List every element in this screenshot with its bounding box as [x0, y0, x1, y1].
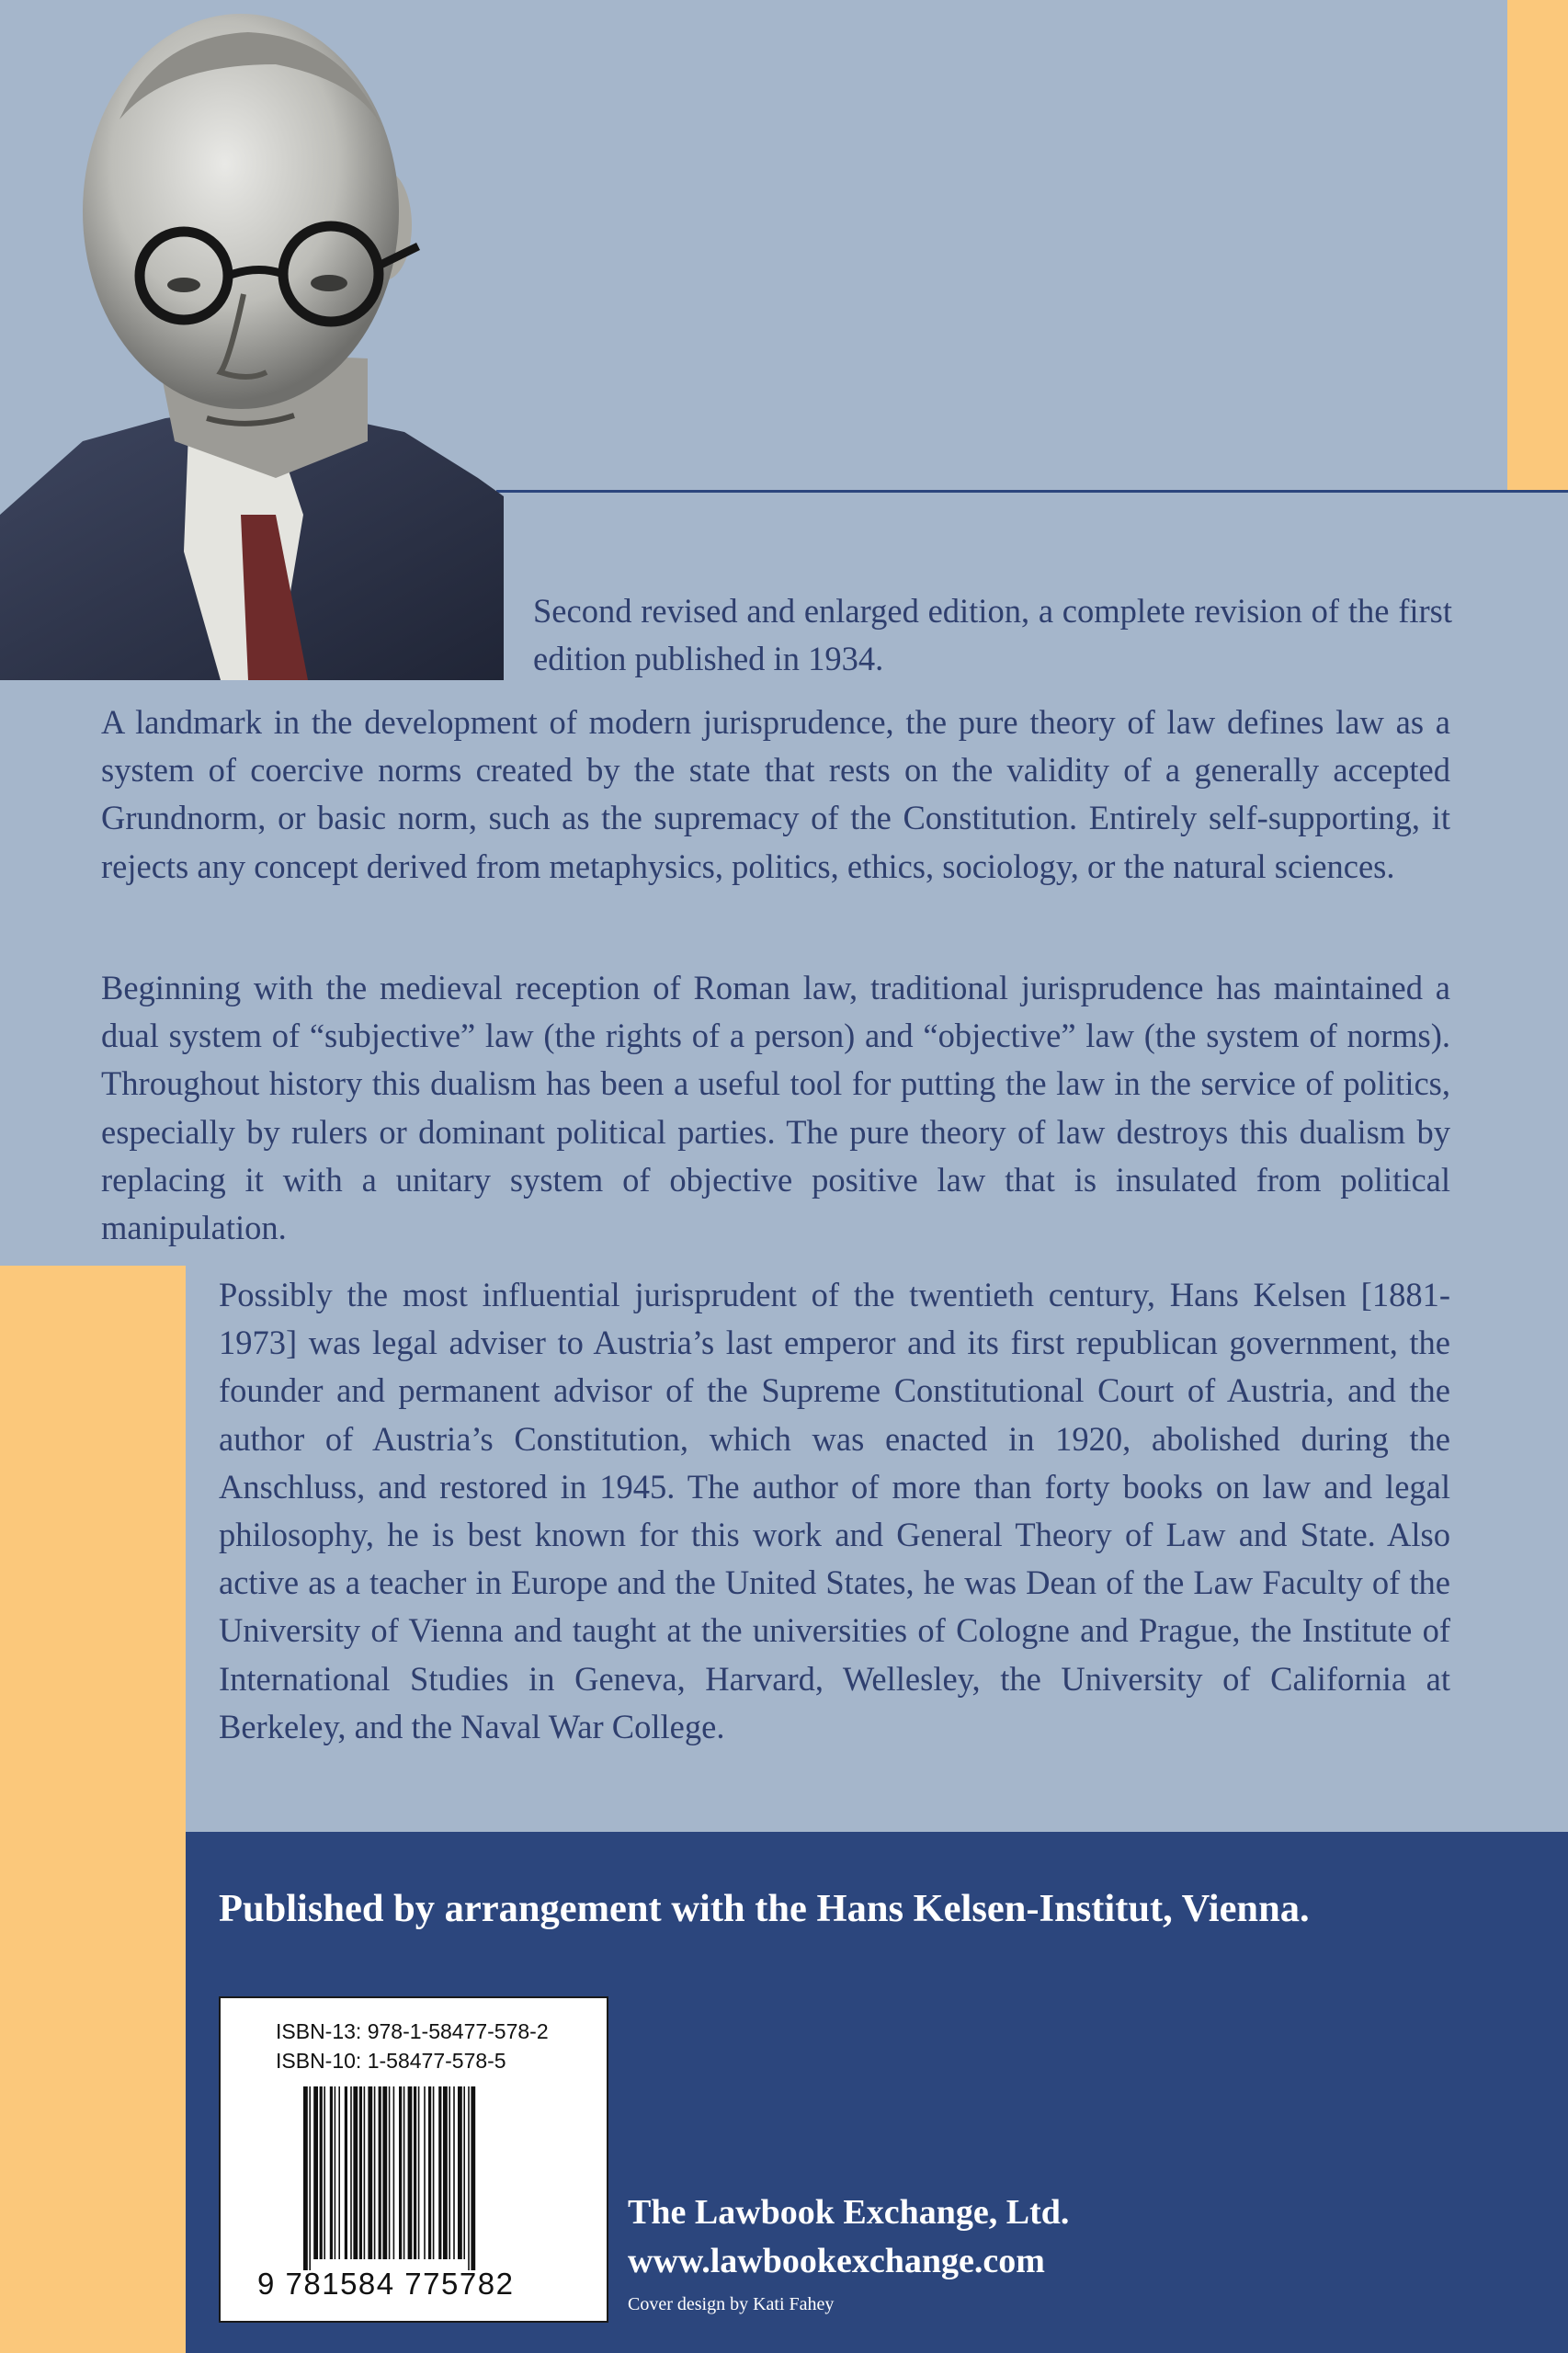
barcode-box [219, 1996, 608, 2323]
barcode-digits: 9 781584 775782 [257, 2267, 515, 2301]
barcode-bar [303, 2086, 308, 2270]
barcode-bar [424, 2086, 426, 2259]
barcode-bar [345, 2086, 347, 2259]
isbn-10: ISBN-10: 1-58477-578-5 [276, 2049, 506, 2073]
barcode-bar [313, 2086, 318, 2259]
barcode-bar [471, 2086, 475, 2270]
barcode-bar [393, 2086, 395, 2259]
barcode-bar [389, 2086, 391, 2259]
barcode-bar [364, 2086, 366, 2259]
barcode-bar [414, 2086, 416, 2259]
barcode-bar [408, 2086, 413, 2259]
barcode-bar [374, 2086, 376, 2259]
barcode-bar [379, 2086, 381, 2259]
barcode-bar [382, 2086, 387, 2259]
orange-accent-strip-left [0, 1266, 186, 2353]
barcode-bar [443, 2086, 448, 2259]
barcode-bar [458, 2086, 462, 2259]
dualism-paragraph: Beginning with the medieval reception of Roman law, traditional jurisprudence has maintained a dual system of “subjective” law (the rights of a person) and “objective” law (the system of norms). Throughout history this dualism has been a useful tool for putting the law in the service of politics, especially by rulers or dominant political parties. The pure theory of law destroys this dualism by replacing it with a unitary system of objective positive law that is insulated from political manipulation. [101, 969, 1450, 1247]
barcode-bar [320, 2086, 323, 2259]
barcode-bar [418, 2086, 420, 2259]
barcode-bar [403, 2086, 405, 2259]
barcode-bar [433, 2086, 435, 2259]
barcode-bar [359, 2086, 362, 2259]
barcode-bar [438, 2086, 441, 2259]
barcode-bar [449, 2086, 450, 2259]
barcode-bar [335, 2086, 336, 2259]
author-biography: Possibly the most influential jurisprudent of the twentieth century, Hans Kelsen [1881-1973] was legal adviser to Austria’s last emperor and its first republican government, the founder and permanent advisor of the Supreme Constitutional Court of Austria, and the author of Austria’s Constitution, which was enacted in 1920, abolished during the Anschluss, and restored in 1945. The author of more than forty books on law and legal philosophy, he is best known for this work and General Theory of Law and State. Also active as a teacher in Europe and the United States, he was Dean of the Law Faculty of the University of Vienna and taught at the universities of Cologne and Prague, the Institute of International Studies in Geneva, Harvard, Wellesley, the University of California at Berkeley, and the Naval War College. [219, 1276, 1450, 1745]
isbn-13: ISBN-13: 978-1-58477-578-2 [276, 2019, 549, 2043]
published-note: Published by arrangement with the Hans Kelsen-Institut, Vienna. [219, 1887, 1310, 1930]
publisher-name: The Lawbook Exchange, Ltd. [628, 2193, 1070, 2232]
divider-rule [496, 490, 1568, 493]
barcode-bar [368, 2086, 372, 2259]
barcode-bar [468, 2086, 470, 2270]
publisher-website[interactable]: www.lawbookexchange.com [628, 2242, 1045, 2280]
barcode-bar [324, 2086, 325, 2259]
barcode-bar [453, 2086, 455, 2259]
barcode-bar [428, 2086, 431, 2259]
orange-accent-strip-top [1507, 0, 1568, 490]
barcode-bar [463, 2086, 465, 2259]
barcode-bars [303, 2086, 579, 2270]
barcode-bar [399, 2086, 402, 2259]
edition-note: Second revised and enlarged edition, a complete revision of the first edition published in 1934. [533, 592, 1452, 678]
author-portrait [0, 0, 515, 680]
barcode-bar [353, 2086, 358, 2259]
barcode-bar [330, 2086, 333, 2259]
description-paragraph: A landmark in the development of modern jurisprudence, the pure theory of law defines law as a system of coercive norms created by the state that rests on the validity of a generally accepted Grundnorm, or basic norm, such as the supremacy of the Constitution. Entirely self-supporting, it rejects any concept derived from metaphysics, politics, ethics, sociology, or the natural sciences. [101, 703, 1450, 885]
cover-design-credit: Cover design by Kati Fahey [628, 2294, 835, 2314]
barcode-bar [338, 2086, 340, 2259]
barcode-bar [309, 2086, 311, 2270]
barcode-bar [350, 2086, 352, 2259]
